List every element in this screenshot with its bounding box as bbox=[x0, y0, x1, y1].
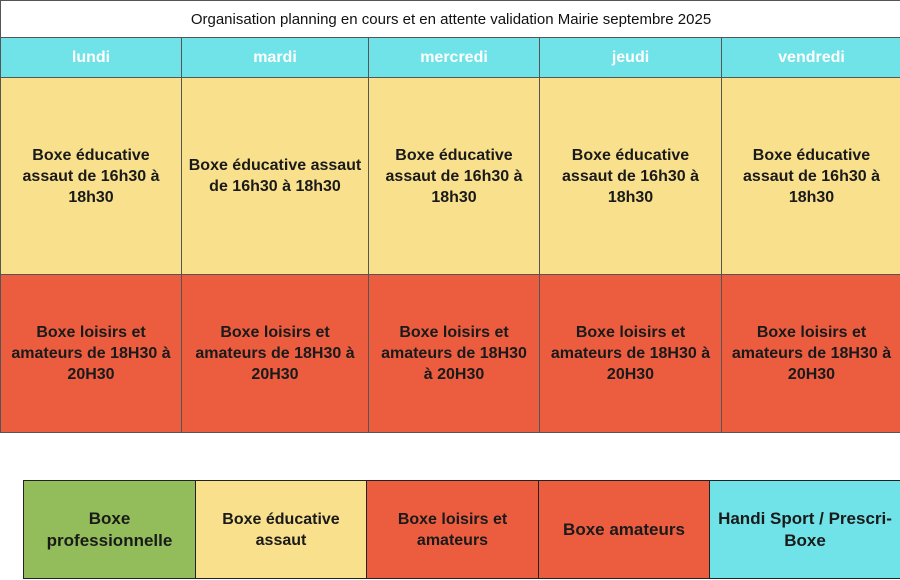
day-header-vendredi: vendredi bbox=[722, 38, 900, 78]
educative-slot-row bbox=[1, 78, 900, 275]
legend-amateurs: Boxe amateurs bbox=[538, 481, 709, 578]
loisirs-slot-row bbox=[1, 275, 900, 433]
legend-professionnelle: Boxe professionnelle bbox=[23, 481, 195, 578]
day-header-row bbox=[1, 38, 900, 78]
day-header-lundi: lundi bbox=[1, 38, 182, 78]
educative-slot-lundi: Boxe éducative assaut de 16h30 à 18h30 bbox=[1, 78, 182, 275]
legend bbox=[23, 480, 900, 579]
loisirs-slot-mercredi: Boxe loisirs et amateurs de 18H30 à 20H30 bbox=[369, 275, 540, 433]
planning-title: Organisation planning en cours et en attente validation Mairie septembre 2025 bbox=[1, 0, 900, 38]
day-header-jeudi: jeudi bbox=[540, 38, 722, 78]
educative-slot-vendredi: Boxe éducative assaut de 16h30 à 18h30 bbox=[722, 78, 900, 275]
educative-slot-mardi: Boxe éducative assaut de 16h30 à 18h30 bbox=[182, 78, 369, 275]
loisirs-slot-mardi: Boxe loisirs et amateurs de 18H30 à 20H30 bbox=[182, 275, 369, 433]
loisirs-slot-jeudi: Boxe loisirs et amateurs de 18H30 à 20H30 bbox=[540, 275, 722, 433]
legend-loisirs: Boxe loisirs et amateurs bbox=[366, 481, 538, 578]
day-header-mercredi: mercredi bbox=[369, 38, 540, 78]
day-header-mardi: mardi bbox=[182, 38, 369, 78]
educative-slot-jeudi: Boxe éducative assaut de 16h30 à 18h30 bbox=[540, 78, 722, 275]
loisirs-slot-vendredi: Boxe loisirs et amateurs de 18H30 à 20H30 bbox=[722, 275, 900, 433]
loisirs-slot-lundi: Boxe loisirs et amateurs de 18H30 à 20H30 bbox=[1, 275, 182, 433]
legend-educative: Boxe éducative assaut bbox=[195, 481, 366, 578]
legend-handi: Handi Sport / Prescri-Boxe bbox=[709, 481, 900, 578]
educative-slot-mercredi: Boxe éducative assaut de 16h30 à 18h30 bbox=[369, 78, 540, 275]
